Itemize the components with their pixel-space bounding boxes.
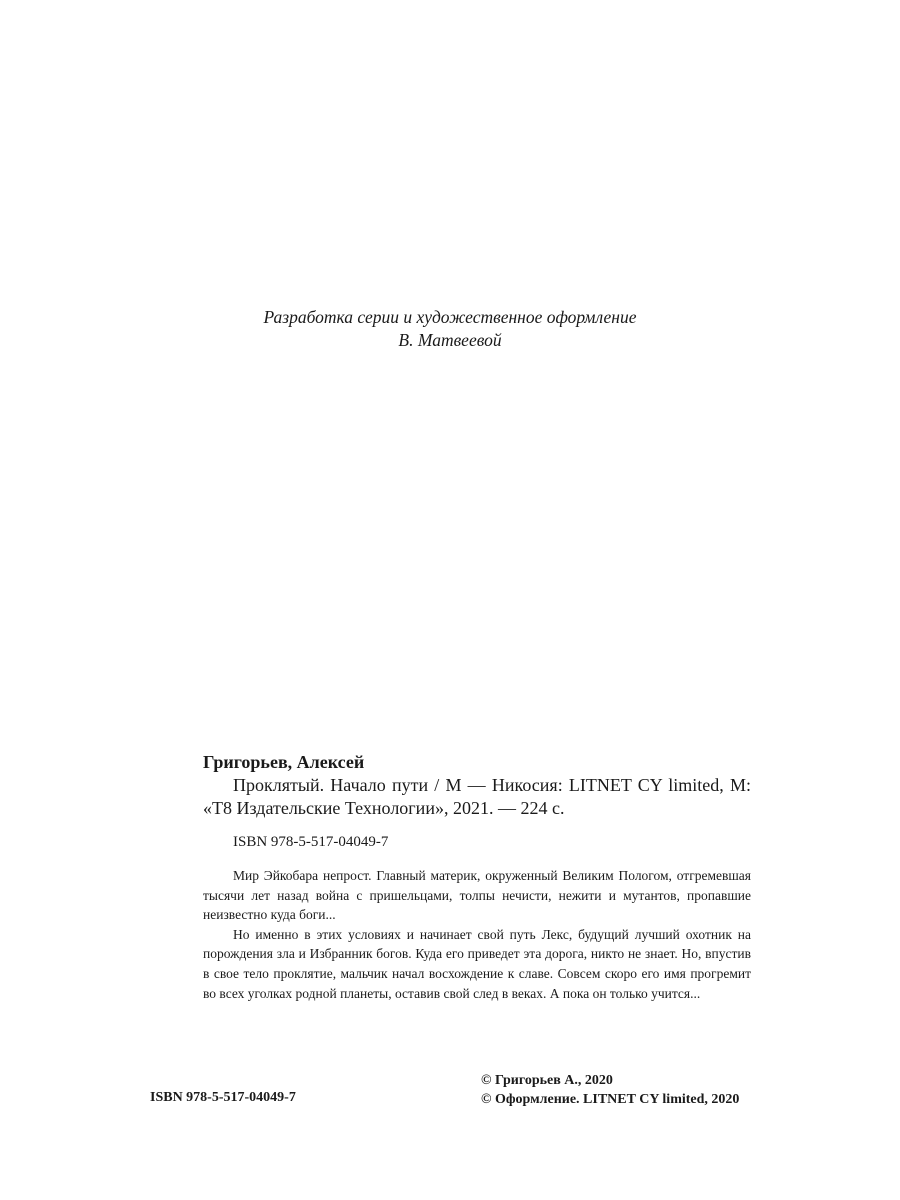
isbn-footer: ISBN 978-5-517-04049-7 <box>150 1090 296 1105</box>
copyright-author: © Григорьев А., 2020 <box>481 1073 613 1088</box>
annotation <box>203 866 751 1003</box>
bibliographic-description: Проклятый. Начало пути / М — Никосия: LITNET CY limited, М: «Т8 Издательские Технологии», 2021. — 224 с. <box>203 775 751 818</box>
annotation-paragraph: Но именно в этих условиях и начинает свой путь Лекс, будущий лучший охотник на порождения зла и Избранник богов. Куда его приведет эта дорога, никто не знает. Но, впустив в свое тело проклятие, мальчик начал восхождение к славе. Совсем скоро его имя прогремит во всех уголках родной планеты, оставив свой след в веках. А пока он только учится... <box>203 926 751 1001</box>
author-heading: Григорьев, Алексей <box>203 752 365 772</box>
annotation-paragraph: Мир Эйкобара непрост. Главный материк, окруженный Великим Пологом, отгремевшая тысячи лет назад война с пришельцами, толпы нечисти, нежити и мутантов, пропавшие неизвестно куда боги... <box>203 868 751 923</box>
copyright-block <box>481 1071 739 1109</box>
copyright-design: © Оформление. LITNET CY limited, 2020 <box>481 1092 740 1107</box>
series-credit-line: Разработка серии и художественное оформление <box>263 307 637 327</box>
isbn-record: ISBN 978-5-517-04049-7 <box>233 834 389 850</box>
bibliographic-record <box>203 751 751 1003</box>
designer-name: В. Матвеевой <box>398 330 502 350</box>
series-design-credit <box>0 306 900 352</box>
